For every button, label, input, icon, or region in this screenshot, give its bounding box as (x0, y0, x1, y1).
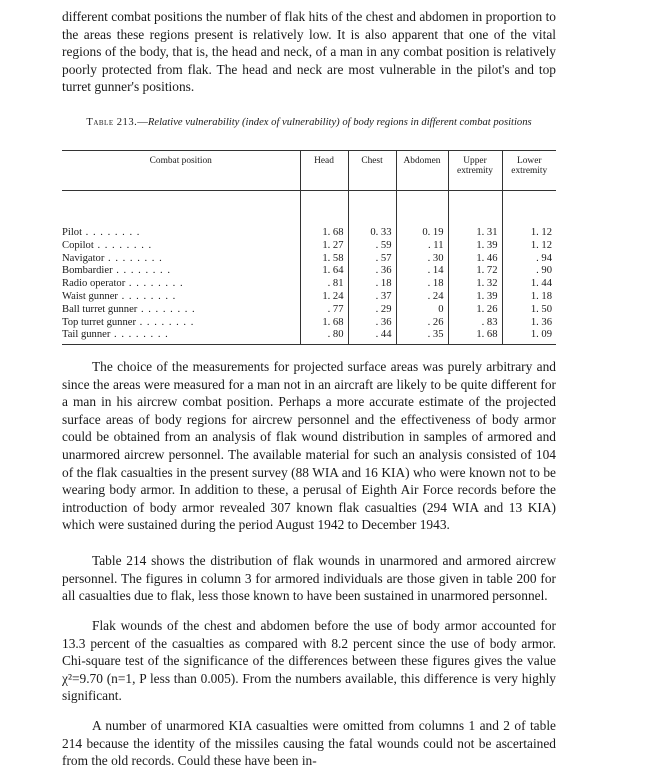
cell-lower-extremity: 1. 12 (502, 240, 556, 253)
position-name: Top turret gunner (62, 316, 136, 328)
cell-upper-extremity: 1. 39 (448, 240, 502, 253)
cell-head: 1. 58 (300, 253, 348, 266)
cell-abdomen: . 18 (396, 278, 448, 291)
cell-head: 1. 68 (300, 317, 348, 330)
cell-chest: . 57 (348, 253, 396, 266)
cell-upper-extremity: 1. 72 (448, 265, 502, 278)
dot-leader: . . . . . . . . (110, 329, 169, 341)
cell-combat-position (62, 291, 300, 304)
col-header-abdomen: Abdomen (396, 151, 448, 191)
cell-combat-position (62, 265, 300, 278)
cell-lower-extremity: 1. 18 (502, 291, 556, 304)
table-spacer-row (62, 191, 556, 228)
top-paragraph: different combat positions the number of flak hits of the chest and abdomen in proportion to the areas these regions present is relatively low. It is also apparent that one of the vital regions of the body, that is, the head and neck, of a man in any combat position is relatively poorly protected from flak. The head and neck are most vulnerable in the pilot's and top turret gunner's positions. (62, 9, 556, 95)
paragraph-surface-areas: The choice of the measurements for projected surface areas was purely arbitrary and since the areas were measured for a man not in an aircraft are likely to be quite different for a man in his aircrew combat position. Perhaps a more accurate estimate of the projected surface areas of body regions for aircrew personnel and the effectiveness of body armor could be obtained from an analysis of flak wound distribution in samples of armored and unarmored aircrew personnel. The available material for such an analysis consisted of 104 of the flak casualties in the present survey (88 WIA and 16 KIA) who were known not to be wearing body armor. In addition to these, a perusal of Eighth Air Force records before the introduction of body armor revealed 307 known flak casualties (294 WIA and 13 KIA) which were sustained during the period August 1942 to December 1943. (62, 359, 556, 533)
table-row (62, 329, 556, 344)
table-title: Relative vulnerability (index of vulnerability) of body regions in different combat positions (147, 117, 532, 128)
cell-combat-position (62, 278, 300, 291)
cell-head: 1. 27 (300, 240, 348, 253)
cell-lower-extremity: 1. 50 (502, 304, 556, 317)
position-name: Ball turret gunner (62, 303, 138, 315)
cell-abdomen: 0. 19 (396, 227, 448, 240)
table-header-row (62, 151, 556, 191)
cell-combat-position (62, 227, 300, 240)
dot-leader: . . . . . . . . (82, 227, 141, 238)
table-row (62, 240, 556, 253)
cell-chest: . 29 (348, 304, 396, 317)
cell-abdomen: . 30 (396, 253, 448, 266)
table-row (62, 253, 556, 266)
position-name: Tail gunner (62, 329, 111, 341)
cell-head: 1. 68 (300, 227, 348, 240)
cell-combat-position (62, 317, 300, 330)
paragraph-table-214: Table 214 shows the distribution of flak wounds in unarmored and armored aircrew personnel. The figures in column 3 for armored individuals are those given in table 200 for all casualties due to flak, less those known to have been sustained in unarmored personnel. (62, 553, 556, 604)
paragraph-kia-omitted: A number of unarmored KIA casualties were omitted from columns 1 and 2 of table 214 because the identity of the missiles causing the fatal wounds could not be ascertained from the old records. Could these have been in- (62, 718, 556, 769)
position-name: Waist gunner (62, 290, 118, 302)
dot-leader: . . . . . . . . (125, 278, 184, 290)
cell-chest: . 36 (348, 317, 396, 330)
col-header-chest: Chest (348, 151, 396, 191)
position-name: Navigator (62, 252, 105, 264)
cell-combat-position (62, 329, 300, 344)
cell-abdomen: . 26 (396, 317, 448, 330)
table-caption: Table 213.—Relative vulnerability (index of vulnerability) of body regions in different combat positions (86, 117, 532, 128)
table-row (62, 304, 556, 317)
cell-chest: 0. 33 (348, 227, 396, 240)
cell-upper-extremity: 1. 31 (448, 227, 502, 240)
cell-combat-position (62, 253, 300, 266)
cell-head: . 77 (300, 304, 348, 317)
col-header-head: Head (300, 151, 348, 191)
vulnerability-table (62, 150, 556, 345)
cell-head: 1. 64 (300, 265, 348, 278)
position-name: Pilot (62, 227, 83, 238)
cell-upper-extremity: 1. 68 (448, 329, 502, 344)
dot-leader: . . . . . . . . (93, 239, 153, 251)
dot-leader: . . . . . . . . (112, 265, 171, 277)
cell-combat-position (62, 240, 300, 253)
cell-upper-extremity: 1. 26 (448, 304, 502, 317)
cell-chest: . 37 (348, 291, 396, 304)
table-row (62, 278, 556, 291)
dot-leader: . . . . . . . . (137, 303, 196, 315)
cell-abdomen: 0 (396, 304, 448, 317)
dot-leader: . . . . . . . . (135, 316, 195, 328)
cell-head: . 81 (300, 278, 348, 291)
position-name: Radio operator (62, 278, 126, 290)
dot-leader: . . . . . . . . (117, 290, 177, 302)
table-row (62, 317, 556, 330)
position-name: Bombardier (62, 265, 113, 277)
table-row (62, 265, 556, 278)
cell-abdomen: . 14 (396, 265, 448, 278)
cell-lower-extremity: . 90 (502, 265, 556, 278)
col-header-lower-extremity: Lower extremity (502, 151, 556, 191)
cell-lower-extremity: 1. 44 (502, 278, 556, 291)
cell-chest: . 44 (348, 329, 396, 344)
cell-abdomen: . 11 (396, 240, 448, 253)
paragraph-chi-square: Flak wounds of the chest and abdomen before the use of body armor accounted for 13.3 percent of the casualties as compared with 8.2 percent since the use of body armor. Chi-square test of the significance of the differences between these figures gives the value χ²=9.70 (n=1, P less than 0.005). From the numbers available, this difference is very highly significant. (62, 618, 556, 704)
cell-lower-extremity: 1. 12 (502, 227, 556, 240)
cell-lower-extremity: 1. 36 (502, 317, 556, 330)
cell-head: 1. 24 (300, 291, 348, 304)
cell-upper-extremity: 1. 46 (448, 253, 502, 266)
dot-leader: . . . . . . . . (104, 252, 163, 264)
col-header-combat-position: Combat position (62, 151, 300, 191)
cell-chest: . 18 (348, 278, 396, 291)
cell-lower-extremity: 1. 09 (502, 329, 556, 344)
cell-abdomen: . 35 (396, 329, 448, 344)
cell-head: . 80 (300, 329, 348, 344)
table-label: Table 213. (86, 117, 138, 128)
cell-upper-extremity: 1. 32 (448, 278, 502, 291)
table-row (62, 291, 556, 304)
cell-chest: . 36 (348, 265, 396, 278)
table-row (62, 227, 556, 240)
table-body (62, 191, 556, 345)
cell-chest: . 59 (348, 240, 396, 253)
cell-lower-extremity: . 94 (502, 253, 556, 266)
cell-abdomen: . 24 (396, 291, 448, 304)
position-name: Copilot (62, 239, 94, 251)
cell-combat-position (62, 304, 300, 317)
cell-upper-extremity: 1. 39 (448, 291, 502, 304)
col-header-upper-extremity: Upper extremity (448, 151, 502, 191)
cell-upper-extremity: . 83 (448, 317, 502, 330)
